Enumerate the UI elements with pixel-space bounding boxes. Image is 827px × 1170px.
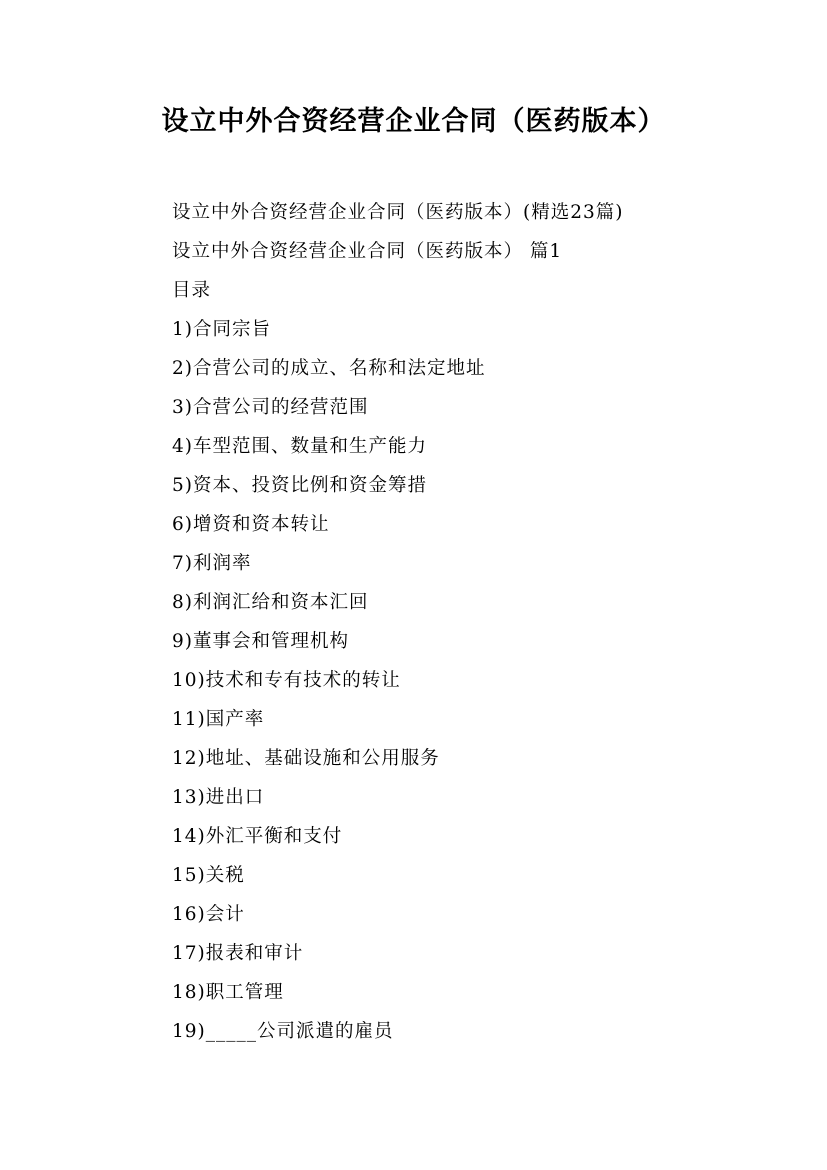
toc-item: 8)利润汇给和资本汇回 [172,592,369,613]
toc-item: 16)会计 [172,904,245,925]
document-subtitle: 设立中外合资经营企业合同（医药版本）(精选23篇) [172,202,624,223]
toc-item: 6)增资和资本转让 [172,514,330,535]
toc-item: 1)合同宗旨 [172,319,271,340]
toc-item: 3)合营公司的经营范围 [172,397,369,418]
toc-item: 19)_____公司派遣的雇员 [172,1021,394,1042]
toc-heading: 目录 [172,280,212,301]
toc-item: 17)报表和审计 [172,943,304,964]
toc-item: 7)利润率 [172,553,252,574]
document-title: 设立中外合资经营企业合同（医药版本） [161,106,666,137]
toc-item: 12)地址、基础设施和公用服务 [172,748,440,769]
toc-item: 15)关税 [172,865,245,886]
toc-item: 18)职工管理 [172,982,284,1003]
toc-item: 5)资本、投资比例和资金筹措 [172,475,427,496]
toc-item: 9)董事会和管理机构 [172,631,349,652]
toc-item: 2)合营公司的成立、名称和法定地址 [172,358,486,379]
section-heading: 设立中外合资经营企业合同（医药版本） 篇1 [172,241,563,262]
toc-item: 4)车型范围、数量和生产能力 [172,436,427,457]
document-body [172,193,812,1051]
toc-item: 14)外汇平衡和支付 [172,826,343,847]
toc-item: 10)技术和专有技术的转让 [172,670,401,691]
toc-item: 11)国产率 [172,709,265,730]
toc-item: 13)进出口 [172,787,265,808]
